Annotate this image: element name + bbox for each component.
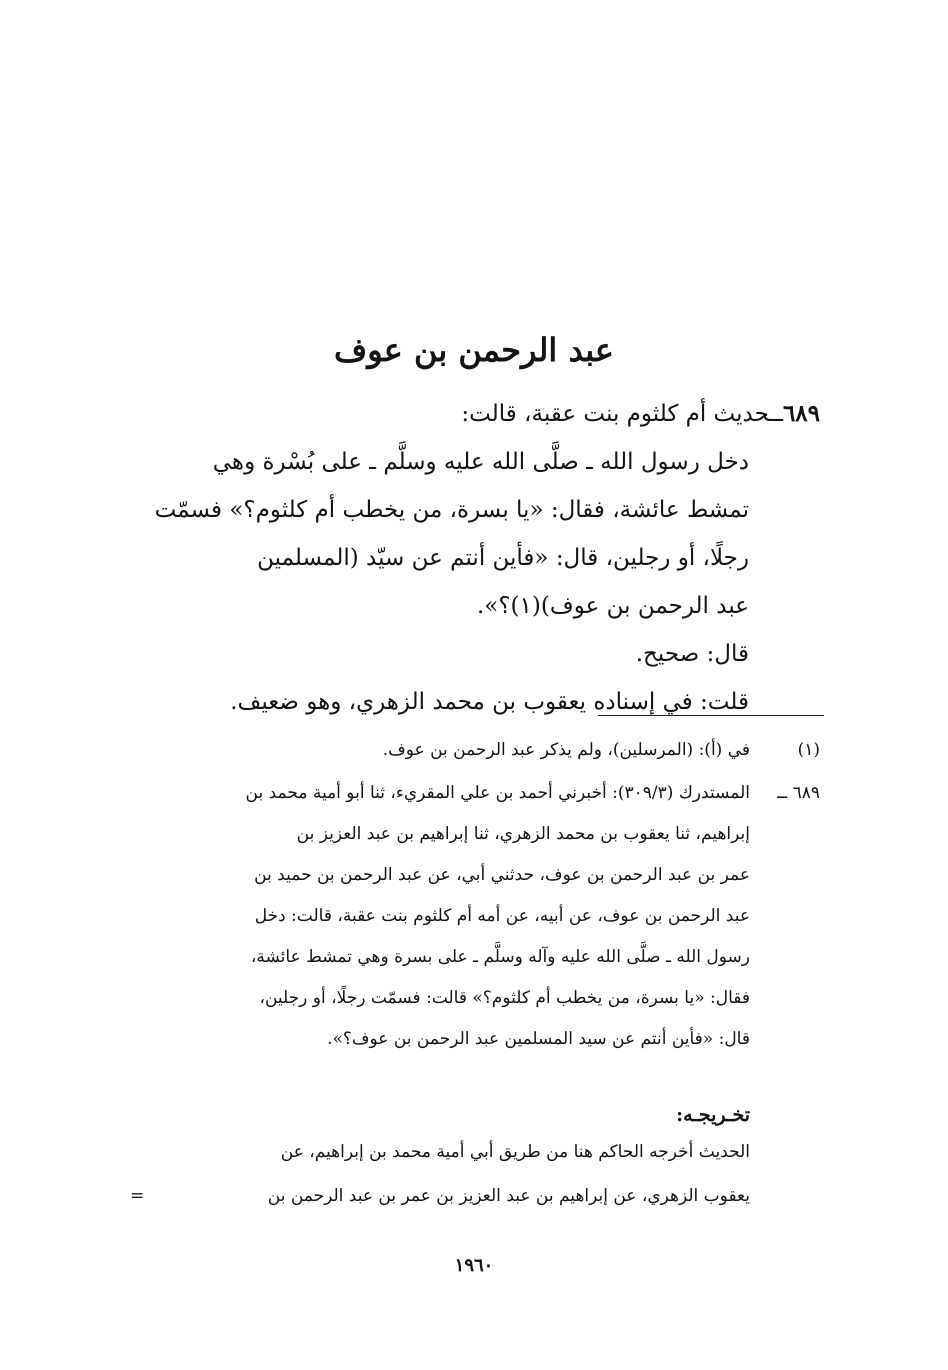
takhrij-line [126, 1174, 750, 1218]
hadith-grading: قال: صحيح. [635, 641, 749, 667]
source-note [126, 773, 820, 1060]
source-number: ٦٨٩ ــ [777, 783, 820, 803]
hadith-heading-text: حديث أم كلثوم بنت عقبة، قالت: [461, 401, 770, 427]
hadith-line: عبد الرحمن بن عوف)(١)؟». [476, 593, 749, 619]
source-line: قال: «فأين أنتم عن سيد المسلمين عبد الرحمن بن عوف؟». [327, 1029, 750, 1049]
hadith-line: تمشط عائشة، فقال: «يا بسرة، من يخطب أم كلثوم؟» فسمّت [154, 497, 749, 523]
source-line: عبد الرحمن بن عوف، عن أبيه، عن أمه أم كلثوم بنت عقبة، قالت: دخل [254, 906, 750, 926]
hadith-heading [120, 390, 820, 438]
chapter-title: عبد الرحمن بن عوف [334, 331, 614, 369]
hadith-body [121, 438, 749, 726]
takhrij-heading: تخـريجـه: [676, 1104, 750, 1126]
footnote-marker: (١) [797, 740, 820, 760]
hadith-comment: قلت: في إسناده يعقوب بن محمد الزهري، وهو ضعيف. [230, 689, 749, 715]
takhrij-line-text: يعقوب الزهري، عن إبراهيم بن عبد العزيز بن عمر بن عبد الرحمن بن [267, 1186, 750, 1206]
hadith-line: دخل رسول الله ـ صلَّى الله عليه وسلَّم ـ على بُسْرة وهي [212, 449, 749, 475]
takhrij-section [126, 1100, 820, 1218]
source-line: رسول الله ـ صلَّى الله عليه وآله وسلَّم ـ على بسرة وهي تمشط عائشة، [250, 947, 750, 967]
source-line: فقال: «يا بسرة، من يخطب أم كلثوم؟» قالت: فسمّت رجلًا، أو رجلين، [259, 988, 750, 1008]
source-text [126, 773, 750, 1060]
source-line: المستدرك (٣٠٩/٣): أخبرني أحمد بن علي المقريء، ثنا أبو أمية محمد بن [245, 783, 750, 803]
source-line: عمر بن عبد الرحمن بن عوف، حدثني أبي، عن عبد الرحمن بن حميد بن [254, 865, 750, 885]
footnote-text: في (أ): (المرسلين)، ولم يذكر عبد الرحمن بن عوف. [382, 740, 750, 760]
hadith-number: ٦٨٩ [782, 400, 820, 427]
page-number: ١٩٦٠ [454, 1255, 494, 1276]
footnotes [126, 730, 820, 1060]
hadith-line: رجلًا، أو رجلين، قال: «فأين أنتم عن سيّد (المسلمين [257, 545, 749, 571]
footnote [126, 730, 820, 771]
continuation-mark: = [130, 1186, 145, 1206]
hadith-block [120, 390, 820, 726]
source-line: إبراهيم، ثنا يعقوب بن محمد الزهري، ثنا إبراهيم بن عبد العزيز بن [296, 824, 750, 844]
takhrij-line: الحديث أخرجه الحاكم هنا من طريق أبي أمية محمد بن إبراهيم، عن [280, 1142, 750, 1162]
hadith-dash: ــ [769, 401, 783, 427]
footnote-separator [598, 715, 824, 716]
